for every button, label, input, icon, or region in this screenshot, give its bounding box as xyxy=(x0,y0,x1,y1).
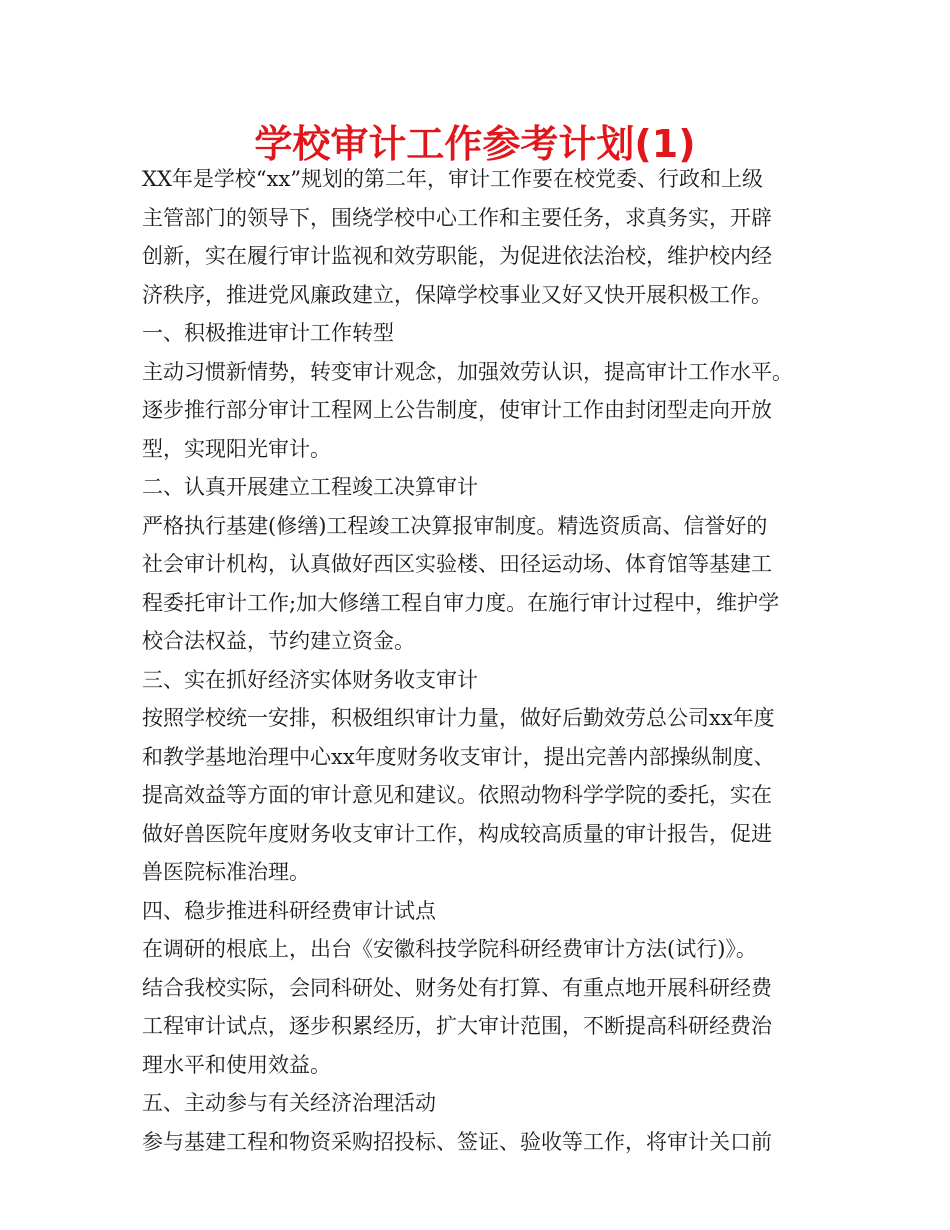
text-line: 在调研的根底上，出台《安徽科技学院科研经费审计方法(试行)》。 xyxy=(142,937,757,961)
text-line: 程委托审计工作;加大修缮工程自审力度。在施行审计过程中，维护学 xyxy=(142,590,780,615)
text-line: 参与基建工程和物资采购招投标、签证、验收等工作，将审计关口前 xyxy=(142,1129,772,1154)
text-line: 和教学基地治理中心xx年度财务收支审计，提出完善内部操纵制度、 xyxy=(142,744,775,769)
text-line: 严格执行基建(修缮)工程竣工决算报审制度。精选资质高、信誉好的 xyxy=(142,513,768,538)
text-line: 创新，实在履行审计监视和效劳职能，为促进依法治校，维护校内经 xyxy=(142,244,772,268)
text-line: 做好兽医院年度财务收支审计工作，构成较高质量的审计报告，促进 xyxy=(142,821,772,846)
text-line: 社会审计机构，认真做好西区实验楼、田径运动场、体育馆等基建工 xyxy=(142,552,772,576)
text-line: 三、实在抓好经济实体财务收支审计 xyxy=(142,667,478,692)
text-line: 提高效益等方面的审计意见和建议。依照动物科学学院的委托，实在 xyxy=(142,783,772,807)
text-line: 兽医院标准治理。 xyxy=(142,860,310,884)
document-body xyxy=(142,160,822,1161)
text-line: 济秩序，推进党风廉政建立，保障学校事业又好又快开展积极工作。 xyxy=(142,282,772,307)
text-line: 主动习惯新情势，转变审计观念，加强效劳认识，提高审计工作水平。 xyxy=(142,359,793,384)
text-line: 一、积极推进审计工作转型 xyxy=(142,321,394,345)
text-line: 按照学校统一安排，积极组织审计力量，做好后勤效劳总公司xx年度 xyxy=(142,706,775,730)
text-line: 逐步推行部分审计工程网上公告制度，使审计工作由封闭型走向开放 xyxy=(142,398,772,422)
text-line: 理水平和使用效益。 xyxy=(142,1052,331,1077)
text-line: 二、认真开展建立工程竣工决算审计 xyxy=(142,475,478,499)
text-line: 工程审计试点，逐步积累经历，扩大审计范围，不断提高科研经费治 xyxy=(142,1014,772,1038)
document-title: 学校审计工作参考计划(1) xyxy=(254,122,696,166)
text-line: 校合法权益，节约建立资金。 xyxy=(142,629,415,653)
text-line: 五、主动参与有关经济治理活动 xyxy=(142,1091,436,1115)
text-line: 型，实现阳光审计。 xyxy=(142,436,331,461)
text-line: 四、稳步推进科研经费审计试点 xyxy=(142,898,436,923)
text-line: XX年是学校“xx”规划的第二年，审计工作要在校党委、行政和上级 xyxy=(142,167,764,191)
text-line: 结合我校实际，会同科研处、财务处有打算、有重点地开展科研经费 xyxy=(142,975,772,1000)
text-line: 主管部门的领导下，围绕学校中心工作和主要任务，求真务实，开辟 xyxy=(142,205,772,230)
